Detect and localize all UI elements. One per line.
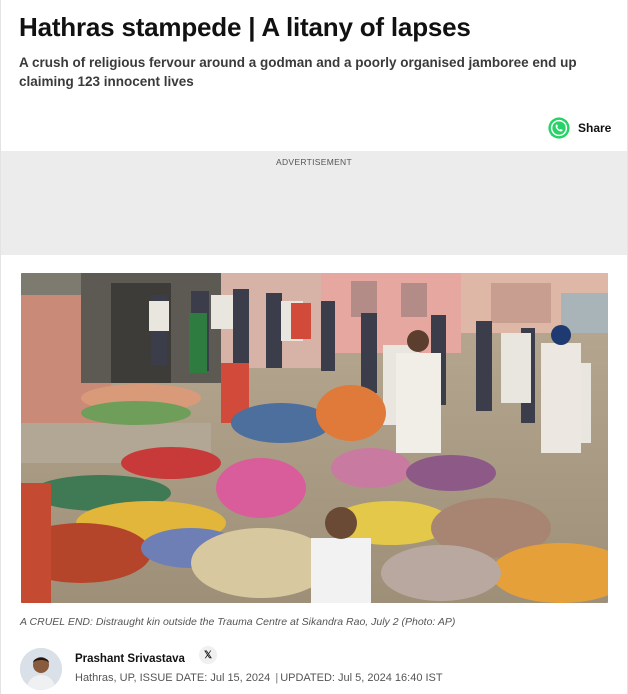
updated-date: UPDATED: Jul 5, 2024 16:40 IST — [280, 672, 443, 684]
author-avatar[interactable] — [20, 648, 62, 690]
whatsapp-icon — [547, 116, 571, 140]
share-label: Share — [578, 121, 612, 135]
share-button[interactable] — [547, 116, 611, 140]
article-meta — [75, 672, 443, 684]
advertisement-slot — [1, 151, 627, 255]
article-headline: Hathras stampede | A litany of lapses — [19, 12, 471, 42]
location: Hathras, UP, — [75, 672, 137, 684]
x-icon[interactable]: 𝕏 — [199, 646, 217, 664]
stampede-scene-image — [21, 273, 608, 603]
article-photo — [21, 273, 608, 603]
article-standfirst: A crush of religious fervour around a godman and a poorly organised jamboree end up claiming 123 innocent lives — [19, 55, 577, 89]
photo-caption: A CRUEL END: Distraught kin outside the Trauma Centre at Sikandra Rao, July 2 (Photo: AP) — [20, 616, 456, 628]
author-photo — [20, 648, 62, 690]
issue-date: ISSUE DATE: Jul 15, 2024 — [139, 672, 271, 684]
meta-separator: | — [275, 672, 279, 684]
advertisement-label: ADVERTISEMENT — [275, 157, 352, 167]
author-name[interactable]: Prashant Srivastava — [75, 653, 185, 665]
